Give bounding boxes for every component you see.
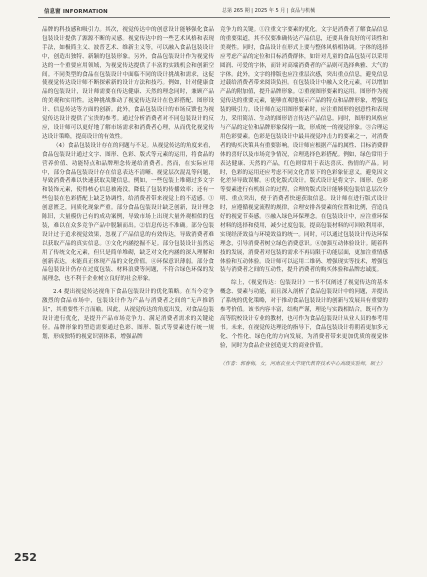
- author-note: （作者：郭春梅，女，河南农业大学现代教育技术中心高级实验师，硕士）: [220, 360, 386, 367]
- issue-info: 总第 265 期 | 2025 年 5 月 | 食品与机械: [222, 8, 316, 14]
- right-text-column: [220, 26, 388, 556]
- column-name: 信息窗 INFORMATION: [44, 9, 108, 15]
- paragraph: 竞争力的关键。①注重文字要素的优化。文字是消费者了解食品信息的重要渠道，其不仅要准确传达产品信息，还要具备良好的可读性和美观性。同时，食品设计在形式上要与整体风格相协调。字体的选择应考虑产品的定位和目标消费群体，如针对儿童的食品包装可以采用圆润、可爱的字体，而针对高端消费者的产品则可选择典雅、大气的字体。此外，文字的排版也应注重层次感，突出重点信息，避免信息过载给消费者带来阅读负担。在包装设计中融入文化元素，可以增加产品的附加值，提升品牌形象。②重视图形要素的运用。图形作为视觉传达的重要元素，能够直观地展示产品的特点和品牌形象，增强包装的吸引力。设计师在运用图形要素时，应注重图形的创意性和表现力，采用简洁、生动的图形语言传达产品信息。同时，图形的风格应与产品的定位和品牌形象保持一致，形成统一的视觉形象。③合理运用色彩要素。色彩是包装设计中最具视觉冲击力的要素之一，对消费者的购买决策具有重要影响。设计师应根据产品的属性、目标消费群体的喜好以及市场竞争情况，合理选择色彩搭配。例如，绿色常用于表达健康、天然的产品，红色则常用于表达喜庆、热情的产品。同时，色彩的运用还应考虑不同文化背景下的色彩象征意义，避免因文化差异导致误解。④优化版式设计。版式设计是将文字、图形、色彩等要素进行有机组合的过程，合理的版式设计能够使包装信息层次分明、重点突出，便于消费者快速获取信息。设计师在进行版式设计时，应遵循视觉流程的规律，合理安排各要素的位置和比例，营造良好的视觉节奏感。⑤融入绿色环保理念。在包装设计中，应注重环保材料的选择和使用，减少过度包装，提高包装材料的可回收利用率，实现经济效益与环境效益的统一。同时，可以通过包装设计传达环保理念，引导消费者树立绿色消费意识。⑥加强互动体验设计。随着科技的发展，消费者对包装的需求不再局限于功能层面，更加注重情感体验和互动体验。设计师可以运用二维码、增强现实等技术，增强包装与消费者之间的互动性，提升消费者的购买体验和品牌忠诚度。: [220, 27, 388, 274]
- paragraph: 综上，《视觉传达：包装设计》一书不仅阐述了视觉传达的基本概念、要素与功能，而且深入剖析了食品包装设计中的问题，并提出了系统的优化策略，对于推动食品包装设计的创新与发展具有重要的参考价值。该书内容丰富，结构严谨，理论与实践相结合，既可作为高等院校设计专业的教材，也可作为食品包装设计从业人员的参考用书。未来，在视觉传达理论的指导下，食品包装设计将朝着更加多元化、个性化、绿色化的方向发展，为消费者带来更加优质的视觉体验，同时为食品企业创造更大的商业价值。: [220, 280, 388, 349]
- paragraph: （4）食品包装设计存在的问题与不足。从视觉传达的角度来看，食品包装设计通过文字、图形、色彩、版式等元素的运用，将食品的营养价值、功能特点和品牌理念传递给消费者。然而，在实际应用中，部分食品包装设计存在信息表达不清晰、视觉层次混乱等问题，导致消费者难以快速获取关键信息。例如，一些包装上堆砌过多文字和装饰元素，使得核心信息被淹没，降低了包装的传播效率；还有一些包装在色彩搭配上缺乏协调性，给消费者带来视觉上的不适感。①创意匮乏，同质化现象严重。部分食品包装设计缺乏创新，设计理念陈旧，大量模仿已有的成功案例，导致市场上出现大量外观相似的包装，难以在众多竞争产品中脱颖而出。②信息传达不准确。部分包装设计过于追求视觉效果，忽视了产品信息的有效传达，导致消费者难以获取产品的真实信息。③文化内涵挖掘不足。部分包装设计虽然运用了传统文化元素，但只是简单堆砌，缺乏对文化内涵的深入理解和创新表达，未能真正体现产品的文化价值。④环保意识薄弱。部分食品包装设计仍存在过度包装、材料浪费等问题，不符合绿色环保的发展理念，也不利于企业树立良好的社会形象。: [42, 142, 214, 283]
- page-number: 252: [14, 551, 37, 564]
- running-header: [0, 0, 427, 22]
- paragraph: 2.4 提出视觉传达视角下食品包装设计的优化策略。在当今竞争激烈的食品市场中，包装设计作为产品与消费者之间的“无声推销员”，其重要性不言而喻。因此，从视觉传达的角度出发，对食品包装设计进行优化，是提升产品市场竞争力、满足消费者需求的关键途径。品牌形象的塑造需要通过色彩、图形、版式等要素进行统一规划，形成独特的视觉识别体系，增强品牌: [42, 289, 214, 340]
- paragraph: 品牌的科技感和吸引力。其次，视觉传达中的创意设计能够强化食品包装设计提供了源源不断的灵感。视觉传达中的一些艺术风格和表现手法，如极简主义、波普艺术、维新主义等，可以融入食品包装设计中，创造出独特、新颖的包装形象。另外，食品包装设计作为视觉传达的一个重要应用领域，为视觉传达提供了丰富的实践机会和创新空间。不同类型的食品在包装设计中面临不同的设计挑战和需求，这促使视觉传达设计师不断探索新的设计方法和技巧。例如，针对健康食品的包装设计，设计师需要在传达健康、天然的理念同时，兼顾产品的美观和实用性。这种挑战推动了视觉传达设计在色彩搭配、图形设计、信息传达等方面的创新。此外，食品包装设计的市场反馈也为视觉传达设计提供了宝贵的参考。通过分析消费者对不同包装设计的反应，设计师可以更好地了解市场需求和消费者心理，从而优化视觉传达设计策略，提高设计的有效性。: [42, 27, 214, 140]
- header-divider: [38, 17, 390, 18]
- left-text-column: [42, 26, 214, 556]
